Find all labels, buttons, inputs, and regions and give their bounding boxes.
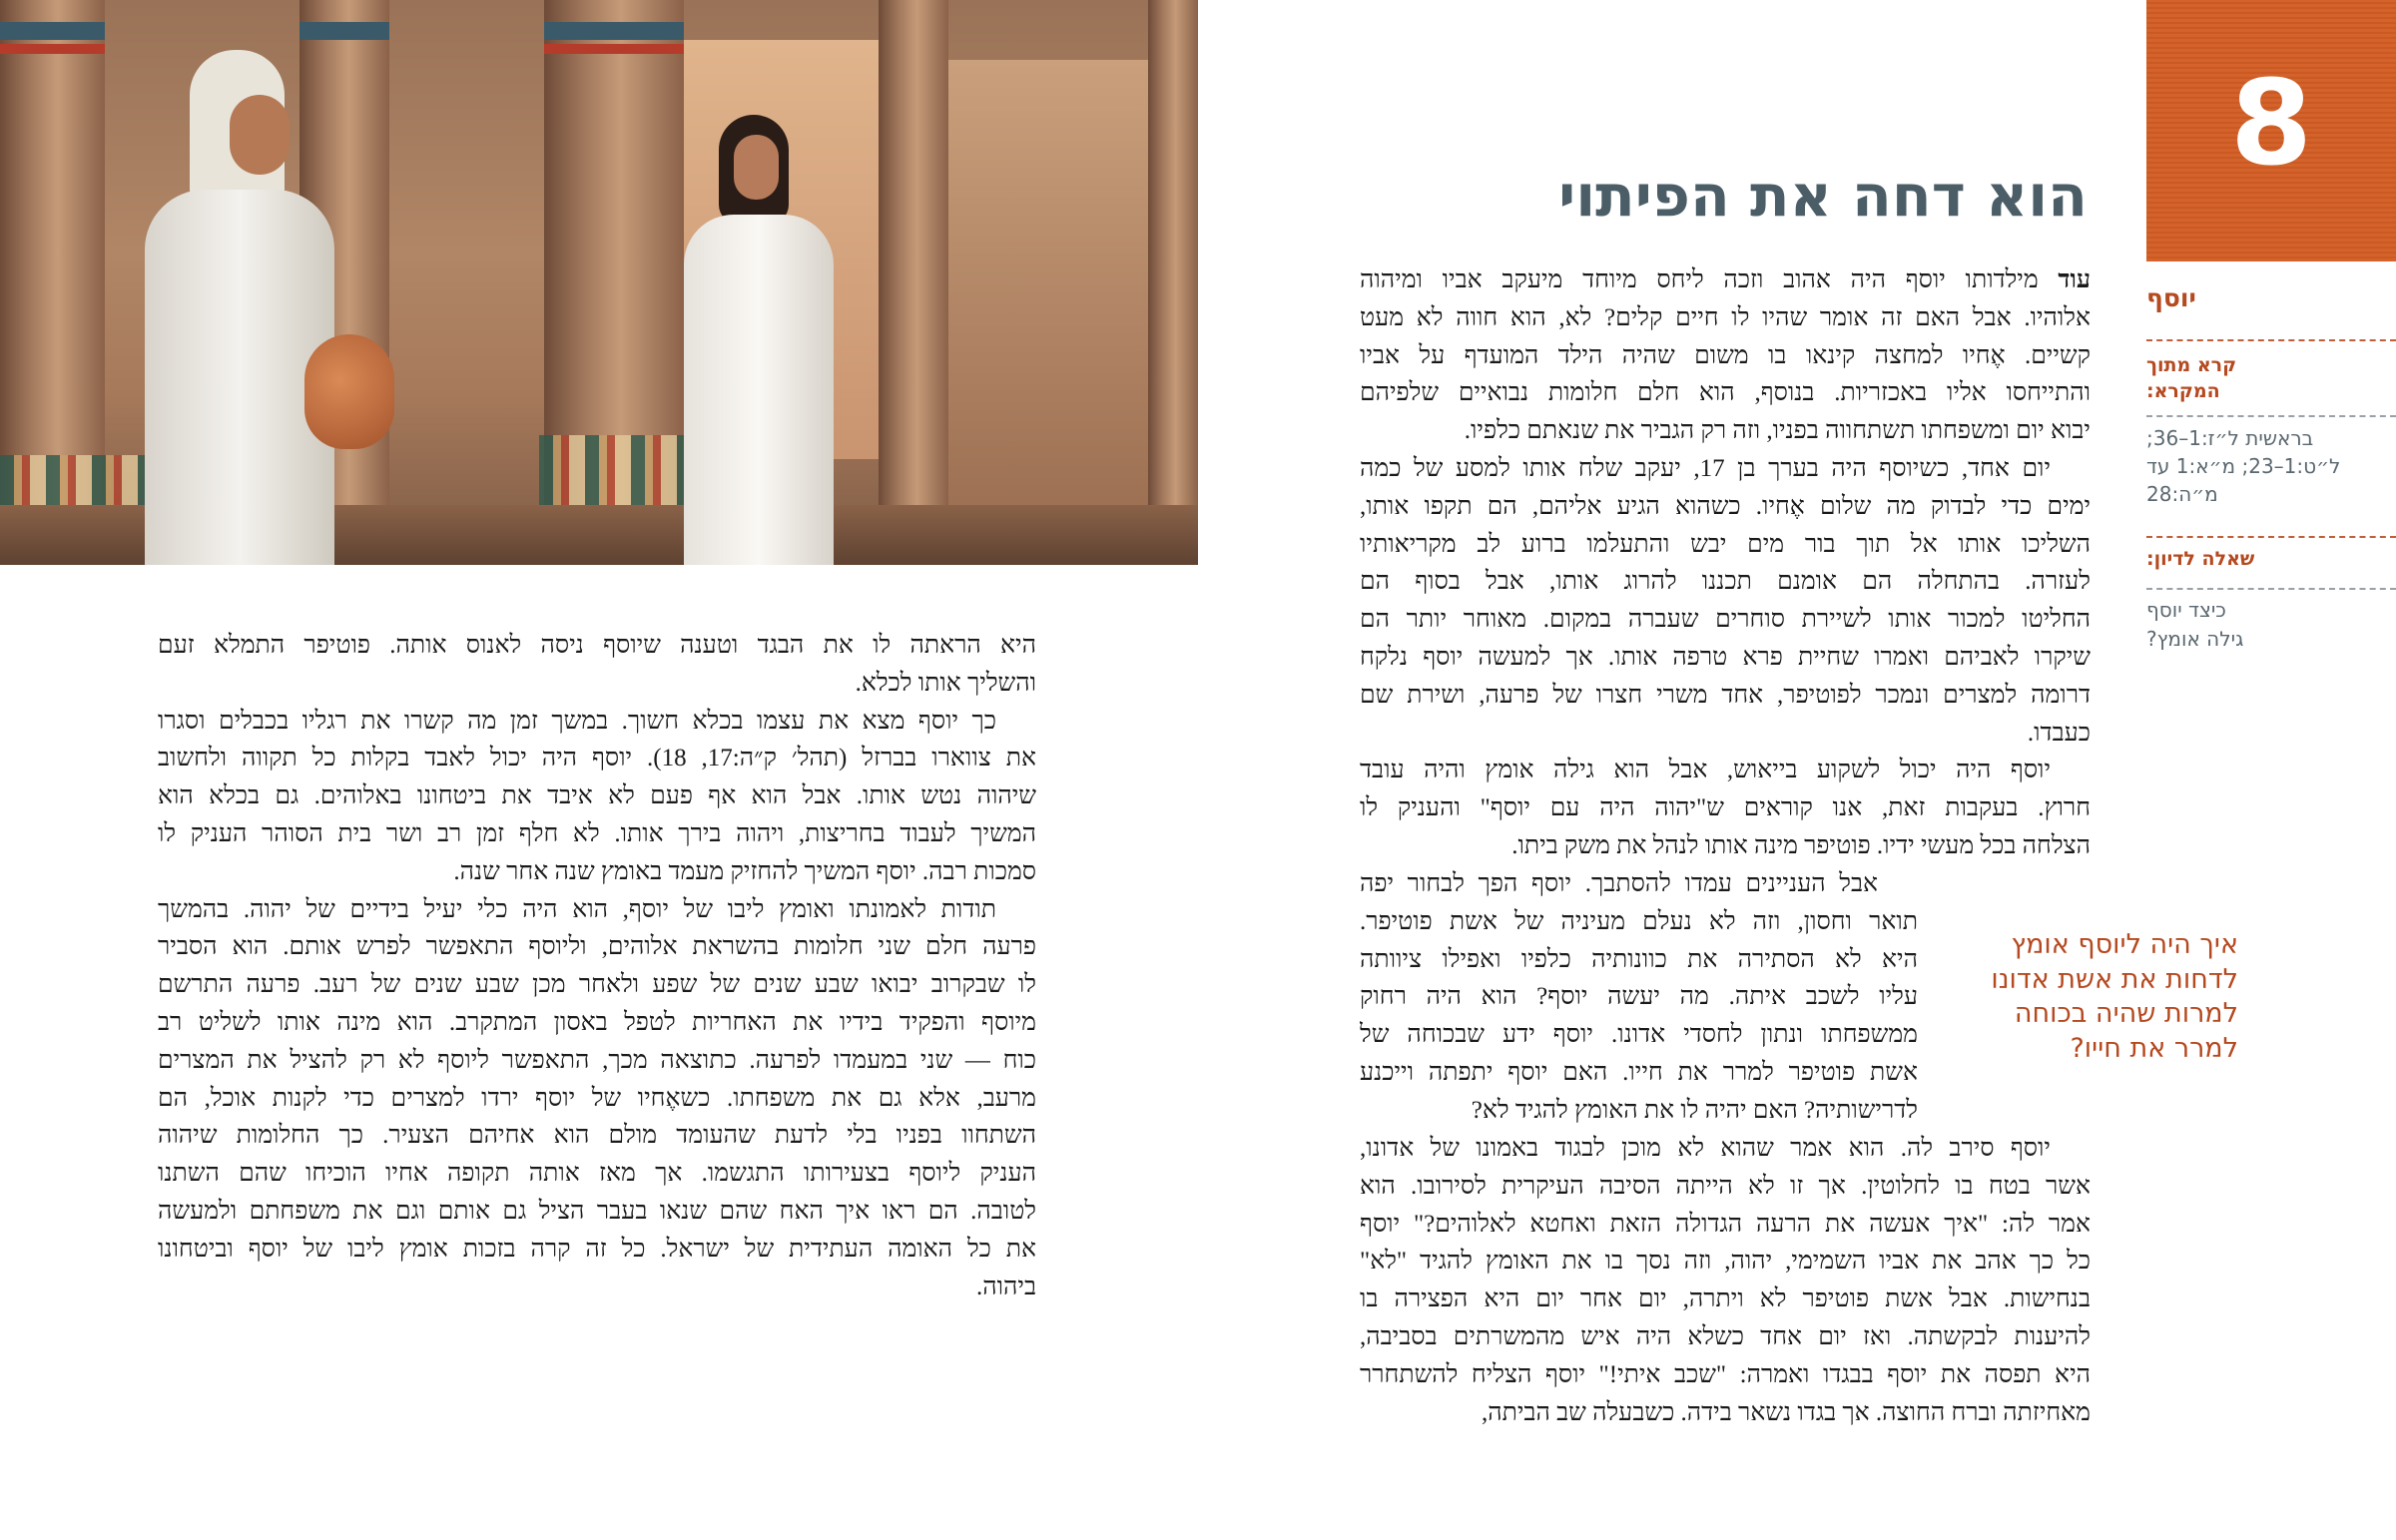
text-line: להיענות לבקשתה. ואז יום אחד כשלא היה איש מהמשרתים בסביבה, bbox=[1360, 1322, 2091, 1350]
chapter-number: 8 bbox=[2229, 54, 2313, 192]
text-line: ימים כדי לבדוק מה שלום אֶחיו. כשהוא הגיע אליהם, הם תקפו אותו, bbox=[1360, 492, 2091, 520]
text-line: את צווארו בברזל (תהל׳ ק״ה:17, 18). יוסף היה יכול לאבד בקלות כל תקווה ולחשוב bbox=[158, 745, 1036, 772]
body-text-left bbox=[158, 627, 1036, 1305]
text-line: שיקרו לאביהם ואמרו שחיית פרא טרפה אותו. אך למעשה יוסף נלקח bbox=[1360, 643, 2091, 671]
body-text-narrow bbox=[1360, 865, 1918, 1130]
text-line: אמר לה: "איך אעשה את הרעה הגדולה הזאת ואחטא לאלוהים?" יוסף bbox=[1360, 1210, 2091, 1238]
sidebar-read-label bbox=[2146, 352, 2396, 404]
text-line: כוח — שני במעמדו לפרעה. כתוצאה מכך, התאפשר ליוסף לא רק להציל את המצרים bbox=[158, 1046, 1036, 1074]
text-line: והשליך אותו לכלא. bbox=[855, 669, 1036, 697]
text-line: המשיך לעבוד בחריצות, ויהוה בירך אותו. לא חלף זמן רב ושר בית הסוהר העניק לו bbox=[158, 819, 1036, 847]
scripture-reference[interactable]: בראשית ל״ז:1–36; bbox=[2146, 426, 2314, 450]
pull-quote bbox=[1939, 928, 2238, 1066]
read-label-line: המקרא: bbox=[2146, 380, 2220, 402]
text-line: אלוהיו. אבל האם זה אומר שהיו לו חיים קלים? לא, הוא חווה לא מעט bbox=[1360, 303, 2091, 331]
scripture-references bbox=[2146, 424, 2396, 508]
paragraph bbox=[158, 891, 1036, 1306]
chapter-title: הוא דחה את הפיתוי bbox=[1558, 162, 2088, 230]
paragraph bbox=[1360, 450, 2091, 752]
text-line: לדרישותיה? האם יהיה לו את האומץ להגיד לא? bbox=[1471, 1096, 1918, 1124]
text-line: לעזרה. בהתחלה הם אומנם תכננו להרוג אותו, אבל בסוף הם bbox=[1360, 568, 2091, 596]
text-line: מיוסף והפקיד בידיו את האחריות לטפל באסון המתקרב. הוא מינה אותו לשליט רב bbox=[158, 1008, 1036, 1036]
text-line: יוסף סירב לה. הוא אמר שהוא לא מוכן לבגוד באמונו של אדונו, bbox=[1360, 1135, 2051, 1162]
body-text-right-bottom bbox=[1360, 1130, 2091, 1431]
text-line: כל כך אהב את אביו השמימי, יהוה, וזה נסך בו את האומץ להגיד "לא" bbox=[1360, 1248, 2091, 1276]
sidebar-divider bbox=[2146, 415, 2396, 417]
text-line: פרעה חלם שני חלומות בהשראת אלוהים, וליוסף התאפשר לפרש אותם. הוא הסביר bbox=[158, 933, 1036, 961]
text-line: מרעב, אלא גם את משפחתו. כשאֶחיו של יוסף ירדו למצרים כדי לקנות אוכל, הם bbox=[158, 1084, 1036, 1112]
text-line: סמכות רבה. יוסף המשיך להחזיק מעמד באומץ שנה אחר שנה. bbox=[453, 857, 1036, 885]
text-line: והתייחסו אליו באכזריות. בנוסף, הוא חלם חלומות נבואיים שלפיהם bbox=[1360, 379, 2091, 407]
paragraph bbox=[1360, 261, 2091, 450]
text-line: היא תפסה את יוסף בבגדו ואמרה: "שכב איתי!" יוסף הצליח להשתחרר bbox=[1360, 1360, 2091, 1388]
text-line: השליכו אותו אל תוך בור מים יבש והתעלמו ברוע לב מקריאותיו bbox=[1360, 530, 2091, 558]
paragraph bbox=[1360, 752, 2091, 864]
pull-quote-line: איך היה ליוסף אומץ bbox=[2011, 929, 2238, 960]
text-line: את כל האומה העתידית של ישראל. כל זה קרה בזכות אומץ ליבו של יוסף וביטחונו bbox=[158, 1235, 1036, 1263]
sidebar-character-name: יוסף bbox=[2146, 283, 2196, 312]
text-line: מאחיזתה וברח החוצה. אך בגדו נשאר בידה. כשבעלה שב הביתה, bbox=[1481, 1398, 2091, 1426]
text-line: כעבדו. bbox=[2027, 719, 2091, 747]
text-line bbox=[1360, 261, 2091, 299]
text-line: ממשפחתו ונתון לחסדי אדונו. יוסף ידע שבכוחה של bbox=[1360, 1021, 1918, 1049]
text-line: בנחישות. אבל אשת פוטיפר לא ויתרה, יום אחר יום היא הפצירה בו bbox=[1360, 1285, 2091, 1313]
pull-quote-line: לדחות את אשת אדונו bbox=[1991, 963, 2238, 995]
chapter-number-box bbox=[2146, 0, 2396, 261]
text-line: אשר בטח בו לחלוטין. אך זו לא הייתה הסיבה העיקרית לסירובו. הוא bbox=[1360, 1172, 2091, 1200]
paragraph bbox=[158, 627, 1036, 703]
text-line: חרוץ. בעקבות זאת, אנו קוראים ש"יהוה היה עם יוסף" והעניק לו bbox=[1360, 794, 2091, 822]
sidebar-divider bbox=[2146, 536, 2396, 538]
illustration-joseph-and-potiphars-wife bbox=[0, 0, 1198, 565]
paragraph bbox=[158, 703, 1036, 891]
text-line: אשת פוטיפר למרר את חייו. האם יוסף יתפתה וייכנע bbox=[1360, 1058, 1918, 1086]
text-line: היא לא הסתירה את כוונותיה כלפיו ואפילו ציוותה bbox=[1360, 945, 1918, 973]
text-line: יוסף היה יכול לשקוע בייאוש, אבל הוא גילה אומץ והיה עובד bbox=[1360, 757, 2051, 784]
text-line: ביהוה. bbox=[975, 1273, 1036, 1300]
sidebar-divider bbox=[2146, 339, 2396, 341]
woman-figure bbox=[679, 115, 869, 565]
question-line: גילה אומץ? bbox=[2146, 627, 2244, 651]
text-line: העניק ליוסף בצעירותו התגשמו. אך מאז אותה תקופה אחיו הוכיחו שהם השתנו bbox=[158, 1160, 1036, 1188]
text-line: לו שבקרוב יבואו שבע שנים של שפע ולאחר מכן שבע שנים של רעב. פרעה התרשם bbox=[158, 971, 1036, 999]
discussion-question bbox=[2146, 596, 2396, 654]
scripture-reference: מ״ה:28 bbox=[2146, 482, 2218, 506]
body-text-right-top bbox=[1360, 261, 2091, 865]
text-line: יום אחד, כשיוסף היה בערך בן 17, יעקב שלח אותו למסע של כמה bbox=[1360, 454, 2051, 482]
text-line: הצלחה בכל מעשי ידיו. פוטיפר מינה אותו לנהל את משק ביתו. bbox=[1511, 831, 2091, 859]
text-line: דרומה למצרים ונמכר לפוטיפר, אחד משרי חצרו של פרעה, ושירת שם bbox=[1360, 681, 2091, 709]
paragraph bbox=[1360, 1130, 2091, 1431]
lead-word: עוד bbox=[2058, 266, 2091, 293]
text-line: כך יוסף מצא את עצמו בכלא חשוך. במשך זמן מה קשרו את רגליו בכבלים וסגרו bbox=[158, 707, 996, 735]
sidebar-divider bbox=[2146, 588, 2396, 590]
paragraph bbox=[1360, 865, 1918, 1130]
scripture-reference[interactable]: ל״ט:1–23; מ״א:1 עד bbox=[2146, 454, 2341, 478]
text-line: תודות לאמונתו ואומץ ליבו של יוסף, הוא היה כלי יעיל בידיים של יהוה. בהמשך bbox=[158, 895, 996, 923]
text-line: היא הראתה לו את הבגד וטענה שיוסף ניסה לאנוס אותה. פוטיפר התמלא זעם bbox=[158, 632, 1036, 659]
man-figure bbox=[135, 40, 374, 565]
discussion-question-label: שאלה לדיון: bbox=[2146, 548, 2255, 570]
text-line: קשיים. אֶחיו למחצה קינאו בו משום שהיה הילד המועדף על אביו bbox=[1360, 341, 2091, 369]
text-line: יבוא יום ומשפחתו תשתחווה בפניו, וזה רק הגביר את שנאתם כלפיו. bbox=[1464, 417, 2091, 445]
text-line: תואר וחסון, וזה לא נעלם מעיניה של אשת פוטיפר. bbox=[1360, 907, 1918, 935]
text-line: השתחוו בפניו בלי לדעת שהעומד מולם הוא אחיהם הצעיר. כך החלומות שיהוה bbox=[158, 1122, 1036, 1150]
text-line: אבל העניינים עמדו להסתבך. יוסף הפך לבחור יפה bbox=[1360, 870, 1878, 897]
pull-quote-line: למרות שהיה בכוחה bbox=[2014, 998, 2238, 1029]
line-text: מילדותו יוסף היה אהוב וזכה ליחס מיוחד מיעקב אביו ומיהוה bbox=[1360, 266, 2059, 293]
pull-quote-line: למרר את חייו? bbox=[2070, 1032, 2238, 1064]
question-line: כיצד יוסף bbox=[2146, 598, 2226, 622]
text-line: עליו לשכב איתה. מה יעשה יוסף? הוא היה רחוק bbox=[1360, 983, 1918, 1011]
text-line: החליטו למכור אותו לשיירת סוחרים שעברה במקום. מאוחר יותר הם bbox=[1360, 606, 2091, 634]
read-label-line: קרא מתוך bbox=[2146, 354, 2237, 376]
text-line: שיהוה נטש אותו. אבל הוא אף פעם לא איבד את ביטחונו באלוהים. גם בכלא הוא bbox=[158, 782, 1036, 810]
text-line: לטובה. הם ראו איך האח שהם שנאו בעבר הציל גם אותם וגם את משפחתם ולמעשה bbox=[158, 1197, 1036, 1225]
